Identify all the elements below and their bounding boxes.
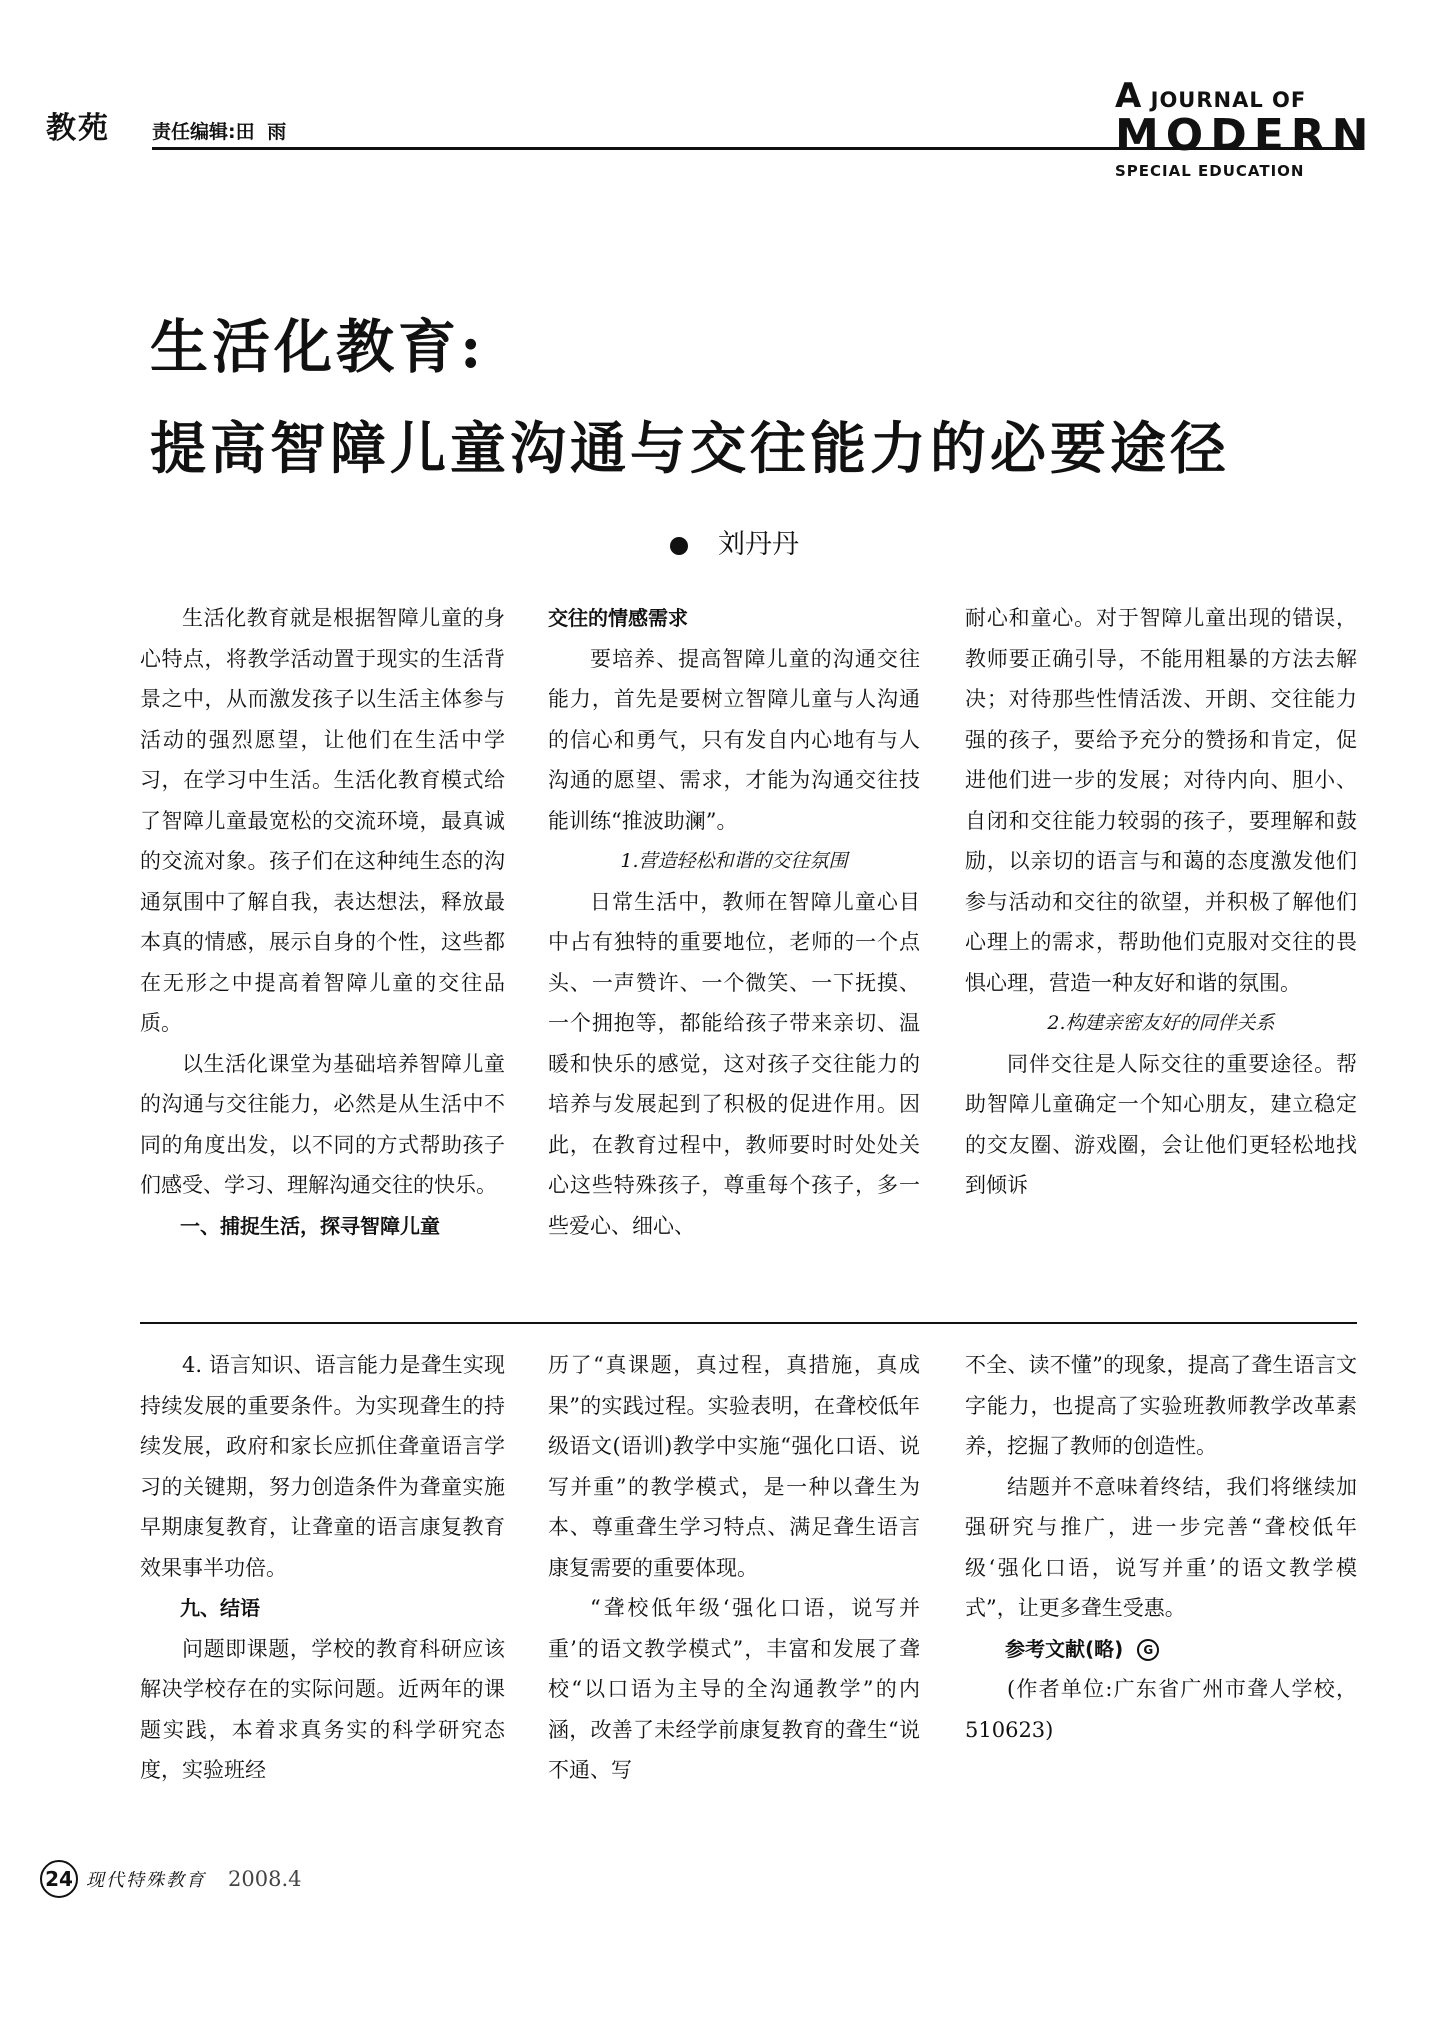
logo-line1: JOURNAL OF <box>1142 88 1307 112</box>
article-column-2 <box>548 598 920 1246</box>
subsection-heading: 1.营造轻松和谐的交往氛围 <box>620 850 848 872</box>
paragraph: 要培养、提高智障儿童的沟通交往能力，首先是要树立智障儿童与人沟通的信心和勇气，只有发自内心地有与人沟通的愿望、需求，才能为沟通交往技能训练“推波助澜”。 <box>548 646 920 833</box>
references <box>965 1629 1357 1670</box>
prev-article-column-2 <box>548 1345 920 1791</box>
author-affiliation: (作者单位:广东省广州市聋人学校，510623) <box>965 1677 1357 1742</box>
article-author <box>670 522 799 561</box>
article-column-3 <box>965 598 1357 1206</box>
paragraph: 结题并不意味着终结，我们将继续加强研究与推广，进一步完善“聋校低年级‘强化口语，说写并重’的语文教学模式”，让更多聋生受惠。 <box>965 1474 1357 1620</box>
footer-journal-name: 现代特殊教育 <box>86 1870 206 1891</box>
prev-article-column-1 <box>140 1345 505 1791</box>
article-title-line1: 生活化教育: <box>150 313 486 381</box>
paragraph: 历了“真课题，真过程，真措施，真成果”的实践过程。实验表明，在聋校低年级语文(语训)教学中实施“强化口语、说写并重”的教学模式，是一种以聋生为本、尊重聋生学习特点、满足聋生语言康复需要的重要体现。 <box>548 1353 920 1580</box>
section-divider <box>140 1322 1357 1324</box>
paragraph: 日常生活中，教师在智障儿童心目中占有独特的重要地位，老师的一个点头、一声赞许、一个微笑、一下抚摸、一个拥抱等，都能给孩子带来亲切、温暖和快乐的感觉，这对孩子交往能力的培养与发展起到了积极的促进作用。因此，在教育过程中，教师要时时处处关心这些特殊孩子，尊重每个孩子，多一些爱心、细心、 <box>548 889 920 1238</box>
paragraph: 4. 语言知识、语言能力是聋生实现持续发展的重要条件。为实现聋生的持续发展，政府和家长应抓住聋童语言学习的关键期，努力创造条件为聋童实施早期康复教育，让聋童的语言康复教育效果事半功倍。 <box>140 1353 505 1580</box>
footer-issue: 2008.4 <box>228 1867 302 1891</box>
section-name: 教苑 <box>46 111 110 146</box>
page-number: 24 <box>40 1860 78 1898</box>
editor-credit <box>152 117 292 144</box>
paragraph: 生活化教育就是根据智障儿童的身心特点，将教学活动置于现实的生活背景之中，从而激发孩子以生活主体参与活动的强烈愿望，让他们在生活中学习，在学习中生活。生活化教育模式给了智障儿童最宽松的交流环境，最真诚的交流对象。孩子们在这种纯生态的沟通氛围中了解自我，表达想法，释放最本真的情感，展示自身的个性，这些都在无形之中提高着智障儿童的交往品质。 <box>140 606 505 1035</box>
subsection-heading: 2.构建亲密友好的同伴关系 <box>1047 1012 1275 1034</box>
bullet-icon <box>670 537 688 555</box>
paragraph: 问题即课题，学校的教育科研应该解决学校存在的实际问题。近两年的课题实践，本着求真务实的科学研究态度，实验班经 <box>140 1636 505 1782</box>
prev-article-column-3 <box>965 1345 1357 1750</box>
end-mark-icon: G <box>1137 1639 1159 1661</box>
section-heading-continued: 交往的情感需求 <box>548 606 688 630</box>
paragraph: 以生活化课堂为基础培养智障儿童的沟通与交往能力，必然是从生活中不同的角度出发，以不同的方式帮助孩子们感受、学习、理解沟通交往的快乐。 <box>140 1051 505 1197</box>
section-heading: 一、捕捉生活，探寻智障儿童 <box>180 1213 440 1238</box>
paragraph: 同伴交往是人际交往的重要途径。帮助智障儿童确定一个知心朋友，建立稳定的交友圈、游戏圈，会让他们更轻松地找到倾诉 <box>965 1051 1357 1197</box>
editor-name: 雨 <box>267 121 287 143</box>
editor-label: 责任编辑:田 <box>152 121 255 143</box>
logo-letter-a: A <box>1115 76 1143 116</box>
section-heading: 九、结语 <box>180 1596 260 1620</box>
paragraph: 耐心和童心。对于智障儿童出现的错误，教师要正确引导，不能用粗暴的方法去解决；对待那些性情活泼、开朗、交往能力强的孩子，要给予充分的赞扬和肯定，促进他们进一步的发展；对待内向、胆小、自闭和交往能力较弱的孩子，要理解和鼓励，以亲切的语言与和蔼的态度激发他们参与活动和交往的欲望，并积极了解他们心理上的需求，帮助他们克服对交往的畏惧心理，营造一种友好和谐的氛围。 <box>965 606 1357 995</box>
article-title-line2: 提高智障儿童沟通与交往能力的必要途径 <box>150 416 1230 482</box>
logo-line3: SPECIAL EDUCATION <box>1115 162 1305 180</box>
page-footer <box>40 1860 301 1898</box>
article-column-1 <box>140 598 505 1246</box>
author-name: 刘丹丹 <box>718 529 799 560</box>
paragraph: 不全、读不懂”的现象，提高了聋生语言文字能力，也提高了实验班教师教学改革素养，挖掘了教师的创造性。 <box>965 1353 1357 1458</box>
logo-line2: MODERN <box>1115 110 1376 161</box>
paragraph: “聋校低年级‘强化口语，说写并重’的语文教学模式”，丰富和发展了聋校“以口语为主导的全沟通教学”的内涵，改善了未经学前康复教育的聋生“说不通、写 <box>548 1596 920 1782</box>
journal-logo <box>1115 76 1376 180</box>
references-label: 参考文献(略) <box>1005 1636 1124 1661</box>
